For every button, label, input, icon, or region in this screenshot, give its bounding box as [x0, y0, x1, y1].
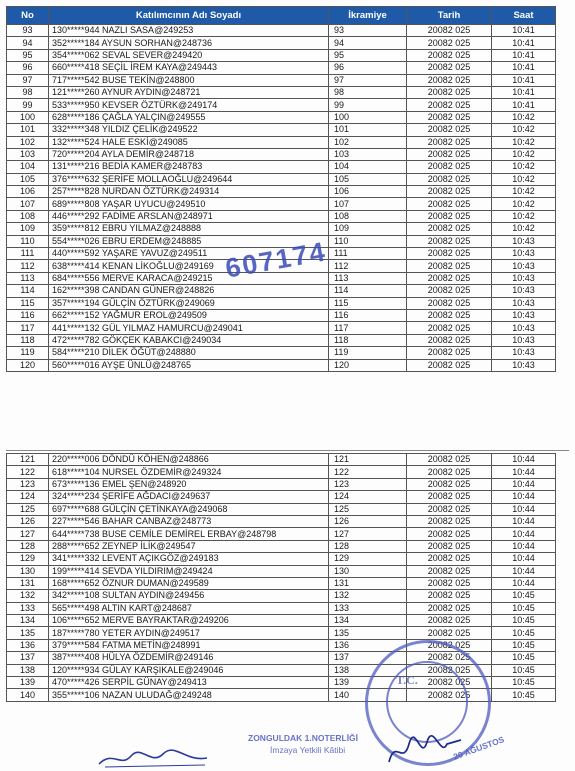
cell-saat: 10:43 [492, 260, 556, 272]
cell-tarih: 20082 025 [407, 148, 492, 160]
cell-saat: 10:43 [492, 322, 556, 334]
cell-tarih: 20082 025 [407, 515, 492, 527]
cell-ikramiye: 101 [329, 124, 407, 136]
cell-no: 109 [7, 223, 49, 235]
cell-tarih: 20082 025 [407, 577, 492, 589]
table-row [7, 25, 556, 37]
cell-saat: 10:42 [492, 111, 556, 123]
cell-tarih: 20082 025 [407, 25, 492, 37]
cell-no: 117 [7, 322, 49, 334]
cell-tarih: 20082 025 [407, 503, 492, 515]
cell-no: 113 [7, 272, 49, 284]
cell-tarih: 20082 025 [407, 454, 492, 466]
cell-ikramiye: 95 [329, 49, 407, 61]
table-row [7, 37, 556, 49]
cell-no: 94 [7, 37, 49, 49]
cell-no: 107 [7, 198, 49, 210]
cell-tarih: 20082 025 [407, 124, 492, 136]
table-row [7, 491, 556, 503]
table-row [7, 49, 556, 61]
cell-tarih: 20082 025 [407, 334, 492, 346]
cell-saat: 10:43 [492, 248, 556, 260]
cell-name: 354*****062 SEVAL SEVER@249420 [49, 49, 329, 61]
table-row [7, 553, 556, 565]
cell-saat: 10:43 [492, 272, 556, 284]
cell-name: 324*****234 ŞERİFE AĞDACI@249637 [49, 491, 329, 503]
table-row [7, 173, 556, 185]
cell-ikramiye: 131 [329, 577, 407, 589]
cell-no: 99 [7, 99, 49, 111]
cell-name: 684*****556 MERVE KARACA@249215 [49, 272, 329, 284]
cell-name: 533*****950 KEVSER ÖZTÜRK@249174 [49, 99, 329, 111]
cell-name: 441*****132 GÜL YILMAZ HAMURCU@249041 [49, 322, 329, 334]
cell-tarih: 20082 025 [407, 297, 492, 309]
cell-saat: 10:45 [492, 689, 556, 701]
cell-name: 132*****524 HALE ESKİ@249085 [49, 136, 329, 148]
cell-ikramiye: 100 [329, 111, 407, 123]
cell-ikramiye: 134 [329, 615, 407, 627]
cell-ikramiye: 102 [329, 136, 407, 148]
cell-saat: 10:42 [492, 186, 556, 198]
cell-name: 673*****136 EMEL ŞEN@248920 [49, 478, 329, 490]
cell-no: 106 [7, 186, 49, 198]
table-row [7, 86, 556, 98]
cell-name: 357*****194 GÜLÇİN ÖZTÜRK@249069 [49, 297, 329, 309]
cell-name: 162*****398 CANDAN GÜNER@248826 [49, 285, 329, 297]
table-row [7, 503, 556, 515]
cell-no: 124 [7, 491, 49, 503]
cell-name: 440*****592 YAŞARE YAVUZ@249511 [49, 248, 329, 260]
cell-ikramiye: 104 [329, 161, 407, 173]
cell-name: 560*****016 AYŞE ÜNLÜ@248765 [49, 359, 329, 371]
cell-name: 352*****184 AYSUN SORHAN@248736 [49, 37, 329, 49]
cell-tarih: 20082 025 [407, 639, 492, 651]
cell-name: 187*****780 YETER AYDIN@249517 [49, 627, 329, 639]
cell-name: 565*****498 ALTIN KART@248687 [49, 602, 329, 614]
cell-name: 227*****546 BAHAR CANBAZ@248773 [49, 515, 329, 527]
cell-no: 139 [7, 677, 49, 689]
cell-ikramiye: 112 [329, 260, 407, 272]
cell-tarih: 20082 025 [407, 590, 492, 602]
cell-no: 133 [7, 602, 49, 614]
cell-saat: 10:43 [492, 309, 556, 321]
cell-no: 121 [7, 454, 49, 466]
cell-tarih: 20082 025 [407, 627, 492, 639]
cell-tarih: 20082 025 [407, 285, 492, 297]
cell-saat: 10:45 [492, 615, 556, 627]
cell-no: 96 [7, 62, 49, 74]
cell-no: 123 [7, 478, 49, 490]
cell-tarih: 20082 025 [407, 173, 492, 185]
cell-tarih: 20082 025 [407, 99, 492, 111]
cell-name: 288*****652 ZEYNEP İLİK@249547 [49, 540, 329, 552]
table-row [7, 99, 556, 111]
cell-tarih: 20082 025 [407, 677, 492, 689]
cell-tarih: 20082 025 [407, 235, 492, 247]
cell-no: 127 [7, 528, 49, 540]
cell-tarih: 20082 025 [407, 210, 492, 222]
table-row [7, 111, 556, 123]
cell-tarih: 20082 025 [407, 186, 492, 198]
cell-saat: 10:43 [492, 297, 556, 309]
header-tarih: Tarih [407, 7, 492, 25]
cell-saat: 10:43 [492, 285, 556, 297]
cell-saat: 10:43 [492, 347, 556, 359]
cell-tarih: 20082 025 [407, 347, 492, 359]
cell-no: 97 [7, 74, 49, 86]
cell-ikramiye: 140 [329, 689, 407, 701]
cell-ikramiye: 125 [329, 503, 407, 515]
cell-no: 110 [7, 235, 49, 247]
stamp-notary-line: ZONGULDAK 1.NOTERLİĞİ [248, 733, 359, 743]
cell-saat: 10:45 [492, 627, 556, 639]
table-row [7, 198, 556, 210]
cell-saat: 10:44 [492, 466, 556, 478]
cell-ikramiye: 99 [329, 99, 407, 111]
cell-no: 105 [7, 173, 49, 185]
cell-no: 100 [7, 111, 49, 123]
cell-no: 103 [7, 148, 49, 160]
cell-no: 112 [7, 260, 49, 272]
cell-saat: 10:45 [492, 652, 556, 664]
cell-saat: 10:43 [492, 359, 556, 371]
table-row [7, 359, 556, 371]
cell-tarih: 20082 025 [407, 652, 492, 664]
cell-name: 342*****108 SULTAN AYDIN@249456 [49, 590, 329, 602]
cell-saat: 10:44 [492, 540, 556, 552]
cell-no: 126 [7, 515, 49, 527]
cell-no: 93 [7, 25, 49, 37]
cell-name: 379*****584 FATMA METİN@248991 [49, 639, 329, 651]
table-row [7, 62, 556, 74]
cell-tarih: 20082 025 [407, 272, 492, 284]
table-row [7, 602, 556, 614]
table-row [7, 515, 556, 527]
table-row [7, 466, 556, 478]
cell-no: 135 [7, 627, 49, 639]
cell-ikramiye: 139 [329, 677, 407, 689]
cell-ikramiye: 115 [329, 297, 407, 309]
cell-saat: 10:45 [492, 664, 556, 676]
cell-no: 120 [7, 359, 49, 371]
cell-name: 130*****944 NAZLI SASA@249253 [49, 25, 329, 37]
cell-name: 355*****106 NAZAN ULUDAĞ@249248 [49, 689, 329, 701]
cell-ikramiye: 138 [329, 664, 407, 676]
table-row [7, 136, 556, 148]
cell-ikramiye: 120 [329, 359, 407, 371]
cell-no: 134 [7, 615, 49, 627]
cell-tarih: 20082 025 [407, 322, 492, 334]
table-row [7, 347, 556, 359]
cell-tarih: 20082 025 [407, 198, 492, 210]
table-row [7, 627, 556, 639]
cell-no: 98 [7, 86, 49, 98]
cell-saat: 10:42 [492, 223, 556, 235]
cell-ikramiye: 119 [329, 347, 407, 359]
cell-name: 121*****260 AYNUR AYDIN@248721 [49, 86, 329, 98]
cell-ikramiye: 94 [329, 37, 407, 49]
table-row [7, 334, 556, 346]
cell-saat: 10:44 [492, 478, 556, 490]
cell-name: 220*****006 DÖNDÜ KÖHEN@248866 [49, 454, 329, 466]
cell-name: 131*****216 BEDİA KAMER@248783 [49, 161, 329, 173]
table-row [7, 297, 556, 309]
table-row [7, 565, 556, 577]
cell-tarih: 20082 025 [407, 553, 492, 565]
table-row [7, 186, 556, 198]
cell-no: 118 [7, 334, 49, 346]
cell-no: 104 [7, 161, 49, 173]
cell-saat: 10:42 [492, 173, 556, 185]
cell-tarih: 20082 025 [407, 478, 492, 490]
cell-saat: 10:41 [492, 49, 556, 61]
cell-saat: 10:43 [492, 235, 556, 247]
table-row [7, 322, 556, 334]
cell-ikramiye: 130 [329, 565, 407, 577]
cell-name: 168*****652 ÖZNUR DUMAN@249589 [49, 577, 329, 589]
stamp-date-line: 20 AĞUSTOS [451, 734, 506, 762]
cell-no: 101 [7, 124, 49, 136]
cell-ikramiye: 133 [329, 602, 407, 614]
cell-ikramiye: 107 [329, 198, 407, 210]
cell-saat: 10:42 [492, 198, 556, 210]
cell-no: 116 [7, 309, 49, 321]
cell-tarih: 20082 025 [407, 359, 492, 371]
cell-name: 199*****414 SEVDA YILDIRIM@249424 [49, 565, 329, 577]
cell-ikramiye: 98 [329, 86, 407, 98]
table-row [7, 223, 556, 235]
cell-ikramiye: 121 [329, 454, 407, 466]
cell-tarih: 20082 025 [407, 491, 492, 503]
cell-tarih: 20082 025 [407, 602, 492, 614]
cell-ikramiye: 136 [329, 639, 407, 651]
cell-name: 341*****332 LEVENT AÇIKGÖZ@249183 [49, 553, 329, 565]
cell-saat: 10:44 [492, 503, 556, 515]
cell-tarih: 20082 025 [407, 161, 492, 173]
cell-name: 120*****934 GÜLAY KARŞIKALE@249046 [49, 664, 329, 676]
cell-ikramiye: 116 [329, 309, 407, 321]
table-row [7, 161, 556, 173]
cell-ikramiye: 110 [329, 235, 407, 247]
cell-name: 689*****808 YAŞAR UYUCU@249510 [49, 198, 329, 210]
table-row [7, 454, 556, 466]
table-row [7, 615, 556, 627]
cell-name: 470*****426 SERPİL GÜNAY@249413 [49, 677, 329, 689]
table-row [7, 285, 556, 297]
cell-no: 137 [7, 652, 49, 664]
cell-no: 108 [7, 210, 49, 222]
cell-tarih: 20082 025 [407, 565, 492, 577]
cell-tarih: 20082 025 [407, 74, 492, 86]
cell-ikramiye: 109 [329, 223, 407, 235]
table-row [7, 74, 556, 86]
cell-saat: 10:41 [492, 99, 556, 111]
cell-tarih: 20082 025 [407, 248, 492, 260]
cell-tarih: 20082 025 [407, 615, 492, 627]
cell-no: 119 [7, 347, 49, 359]
cell-saat: 10:42 [492, 210, 556, 222]
cell-saat: 10:44 [492, 565, 556, 577]
cell-name: 638*****414 KENAN LİKOĞLU@249169 [49, 260, 329, 272]
cell-tarih: 20082 025 [407, 309, 492, 321]
header-no: No [7, 7, 49, 25]
cell-no: 95 [7, 49, 49, 61]
cell-saat: 10:44 [492, 515, 556, 527]
cell-no: 140 [7, 689, 49, 701]
cell-saat: 10:42 [492, 124, 556, 136]
signature-left [95, 748, 215, 770]
cell-tarih: 20082 025 [407, 528, 492, 540]
cell-no: 111 [7, 248, 49, 260]
stamp-clerk-line: İmzaya Yetkili Kâtibi [270, 745, 346, 755]
cell-no: 102 [7, 136, 49, 148]
cell-ikramiye: 97 [329, 74, 407, 86]
cell-ikramiye: 126 [329, 515, 407, 527]
cell-saat: 10:41 [492, 74, 556, 86]
cell-name: 697*****688 GÜLÇİN ÇETİNKAYA@249068 [49, 503, 329, 515]
cell-name: 376*****632 ŞERİFE MOLLAOĞLU@249644 [49, 173, 329, 185]
cell-ikramiye: 108 [329, 210, 407, 222]
table-header-row [7, 7, 556, 25]
cell-ikramiye: 129 [329, 553, 407, 565]
cell-ikramiye: 124 [329, 491, 407, 503]
cell-saat: 10:42 [492, 148, 556, 160]
seal-tc-text: T.C. [396, 673, 418, 687]
table-row [7, 639, 556, 651]
signature-right [385, 732, 465, 768]
cell-ikramiye: 96 [329, 62, 407, 74]
cell-tarih: 20082 025 [407, 111, 492, 123]
cell-tarih: 20082 025 [407, 223, 492, 235]
cell-name: 472*****782 GÖKÇEK KABAKCI@249034 [49, 334, 329, 346]
cell-no: 132 [7, 590, 49, 602]
cell-tarih: 20082 025 [407, 540, 492, 552]
cell-name: 720*****204 AYLA DEMİR@248718 [49, 148, 329, 160]
cell-saat: 10:41 [492, 86, 556, 98]
cell-ikramiye: 123 [329, 478, 407, 490]
table-row [7, 478, 556, 490]
results-table-top [6, 6, 556, 372]
cell-saat: 10:42 [492, 161, 556, 173]
cell-ikramiye: 113 [329, 272, 407, 284]
cell-no: 131 [7, 577, 49, 589]
cell-name: 554*****026 EBRU ERDEM@248885 [49, 235, 329, 247]
table-row [7, 210, 556, 222]
cell-tarih: 20082 025 [407, 62, 492, 74]
cell-name: 644*****738 BUSE CEMİLE DEMİREL ERBAY@248798 [49, 528, 329, 540]
cell-saat: 10:44 [492, 553, 556, 565]
cell-tarih: 20082 025 [407, 466, 492, 478]
cell-ikramiye: 128 [329, 540, 407, 552]
cell-name: 660*****418 SEÇİL İREM KAYA@249443 [49, 62, 329, 74]
cell-ikramiye: 118 [329, 334, 407, 346]
stamp-number: 607174 [223, 236, 329, 284]
cell-name: 257*****828 NURDAN ÖZTÜRK@249314 [49, 186, 329, 198]
cell-no: 129 [7, 553, 49, 565]
cell-name: 584*****210 DİLEK ÖĞÜT@248880 [49, 347, 329, 359]
header-saat: Saat [492, 7, 556, 25]
cell-tarih: 20082 025 [407, 689, 492, 701]
cell-name: 332*****348 YILDIZ ÇELİK@249522 [49, 124, 329, 136]
cell-saat: 10:45 [492, 677, 556, 689]
cell-saat: 10:45 [492, 602, 556, 614]
cell-name: 662*****152 YAĞMUR EROL@249509 [49, 309, 329, 321]
cell-name: 446*****292 FADİME ARSLAN@248971 [49, 210, 329, 222]
table-row [7, 124, 556, 136]
cell-ikramiye: 132 [329, 590, 407, 602]
cell-no: 128 [7, 540, 49, 552]
cell-ikramiye: 111 [329, 248, 407, 260]
cell-saat: 10:41 [492, 25, 556, 37]
cell-no: 138 [7, 664, 49, 676]
cell-no: 114 [7, 285, 49, 297]
header-name: Katılımcının Adı Soyadı [49, 7, 329, 25]
cell-saat: 10:44 [492, 491, 556, 503]
cell-no: 125 [7, 503, 49, 515]
cell-no: 136 [7, 639, 49, 651]
table-row [7, 540, 556, 552]
cell-saat: 10:43 [492, 334, 556, 346]
cell-ikramiye: 105 [329, 173, 407, 185]
header-ikramiye: İkramiye [329, 7, 407, 25]
cell-name: 387*****408 HÜLYA ÖZDEMİR@249146 [49, 652, 329, 664]
cell-name: 106*****652 MERVE BAYRAKTAR@249206 [49, 615, 329, 627]
cell-ikramiye: 114 [329, 285, 407, 297]
cell-name: 618*****104 NURSEL ÖZDEMİR@249324 [49, 466, 329, 478]
cell-no: 130 [7, 565, 49, 577]
cell-ikramiye: 103 [329, 148, 407, 160]
cell-name: 717*****542 BUSE TEKİN@248800 [49, 74, 329, 86]
table-row [7, 528, 556, 540]
cell-saat: 10:45 [492, 590, 556, 602]
cell-saat: 10:41 [492, 62, 556, 74]
cell-saat: 10:45 [492, 639, 556, 651]
cell-tarih: 20082 025 [407, 86, 492, 98]
cell-saat: 10:44 [492, 454, 556, 466]
cell-ikramiye: 122 [329, 466, 407, 478]
cell-saat: 10:44 [492, 528, 556, 540]
cell-no: 122 [7, 466, 49, 478]
cell-ikramiye: 135 [329, 627, 407, 639]
cell-ikramiye: 127 [329, 528, 407, 540]
cell-ikramiye: 93 [329, 25, 407, 37]
cell-ikramiye: 137 [329, 652, 407, 664]
cell-tarih: 20082 025 [407, 49, 492, 61]
cell-tarih: 20082 025 [407, 664, 492, 676]
table-row [7, 148, 556, 160]
cell-saat: 10:41 [492, 37, 556, 49]
cell-tarih: 20082 025 [407, 136, 492, 148]
cell-tarih: 20082 025 [407, 37, 492, 49]
cut-partial-row [6, 442, 569, 451]
table-row [7, 590, 556, 602]
table-body-top [7, 25, 556, 372]
cell-tarih: 20082 025 [407, 260, 492, 272]
table-row [7, 309, 556, 321]
table-row [7, 577, 556, 589]
cell-name: 628*****186 ÇAĞLA YALÇIN@249555 [49, 111, 329, 123]
cell-saat: 10:44 [492, 577, 556, 589]
cell-name: 359*****812 EBRU YILMAZ@248888 [49, 223, 329, 235]
cell-ikramiye: 106 [329, 186, 407, 198]
cell-ikramiye: 117 [329, 322, 407, 334]
cell-saat: 10:42 [492, 136, 556, 148]
cell-no: 115 [7, 297, 49, 309]
